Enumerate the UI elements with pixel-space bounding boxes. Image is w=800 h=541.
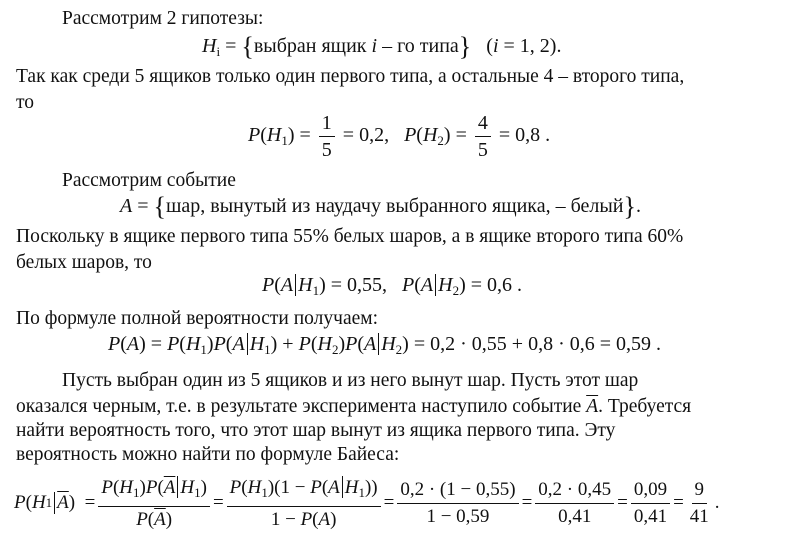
bayes-paragraph-line4: вероятность можно найти по формуле Байеса: bbox=[16, 444, 400, 465]
bayes-fraction-3: $\frac{0,2 \cdot (1 - 0,55)}{1 - 0,59}$ bbox=[397, 479, 518, 528]
boxes-paragraph-line2: то bbox=[16, 92, 35, 113]
hypotheses-intro: Рассмотрим 2 гипотезы: bbox=[62, 8, 264, 29]
bayes-paragraph-line2: оказался черным, т.е. в результате эксперимента наступило событие $\overline{A}$. Требуется bbox=[16, 396, 692, 417]
hypothesis-definition: $H_i$ = {выбран ящик i – го типа} (i = 1, 2). bbox=[202, 32, 562, 61]
prior-probabilities: $P(H_1)$ = $\frac{1}{5}$ = 0,2, $P(H_2)$ = $\frac{4}{5}$ = 0,8 . bbox=[248, 112, 551, 161]
event-intro: Рассмотрим событие bbox=[62, 170, 236, 191]
boxes-paragraph-line1: Так как среди 5 ящиков только один первого типа, а остальные 4 – второго типа, bbox=[16, 66, 685, 87]
bayes-paragraph-line1: Пусть выбран один из 5 ящиков и из него вынут шар. Пусть этот шар bbox=[62, 370, 639, 391]
bayes-fraction-1: $\frac{P(H_1)P(\overline{A} H_1)}{P(\overline{A})}$ bbox=[98, 476, 210, 531]
bayes-formula: P ( H 1 $\overline{A}$ ) = $\frac{P(H_1)P(\overline{A} H_1)}{P(\overline{A})}$ = $\frac{P(H_1)(1 - P(A H_1))}{1 - P(A)}$ = $\frac{0,2 \cdot (1 - 0,55)}{1 - 0,59}$ = $\frac{0,2 \cdot 0,45}{0,41}$ = $\frac{0,09}{0,41}$ = $\frac{9}{41}$ . bbox=[14, 476, 720, 530]
bayes-fraction-5: $\frac{0,09}{0,41}$ bbox=[631, 479, 670, 528]
event-definition: A = {шар, вынутый из наудачу выбранного ящика, – белый}. bbox=[120, 192, 641, 221]
bayes-fraction-6: $\frac{9}{41}$ bbox=[689, 478, 709, 527]
white-balls-paragraph-line2: белых шаров, то bbox=[16, 252, 152, 273]
event-complement: $\overline{A}$ bbox=[586, 396, 599, 417]
bayes-fraction-4: $\frac{0,2 \cdot 0,45}{0,41}$ bbox=[535, 479, 614, 528]
total-probability-formula: $P(A) = P(H_1)P(A$ $H_1) + P(H_2)P(A$ $H_2) = 0,2 \cdot 0,55 + 0,8 \cdot 0,6 = 0,59$ . bbox=[108, 333, 662, 357]
conditional-probabilities: P(A $H_1) = 0,55$, P(A $H_2) = 0,6$ . bbox=[262, 274, 523, 298]
bayes-fraction-2: $\frac{P(H_1)(1 - P(A H_1))}{1 - P(A)}$ bbox=[227, 476, 381, 531]
white-balls-paragraph-line1: Поскольку в ящике первого типа 55% белых шаров, а в ящике второго типа 60% bbox=[16, 226, 684, 247]
total-probability-intro: По формуле полной вероятности получаем: bbox=[16, 308, 379, 329]
bayes-paragraph-line3: найти вероятность того, что этот шар вынут из ящика первого типа. Эту bbox=[16, 420, 616, 441]
